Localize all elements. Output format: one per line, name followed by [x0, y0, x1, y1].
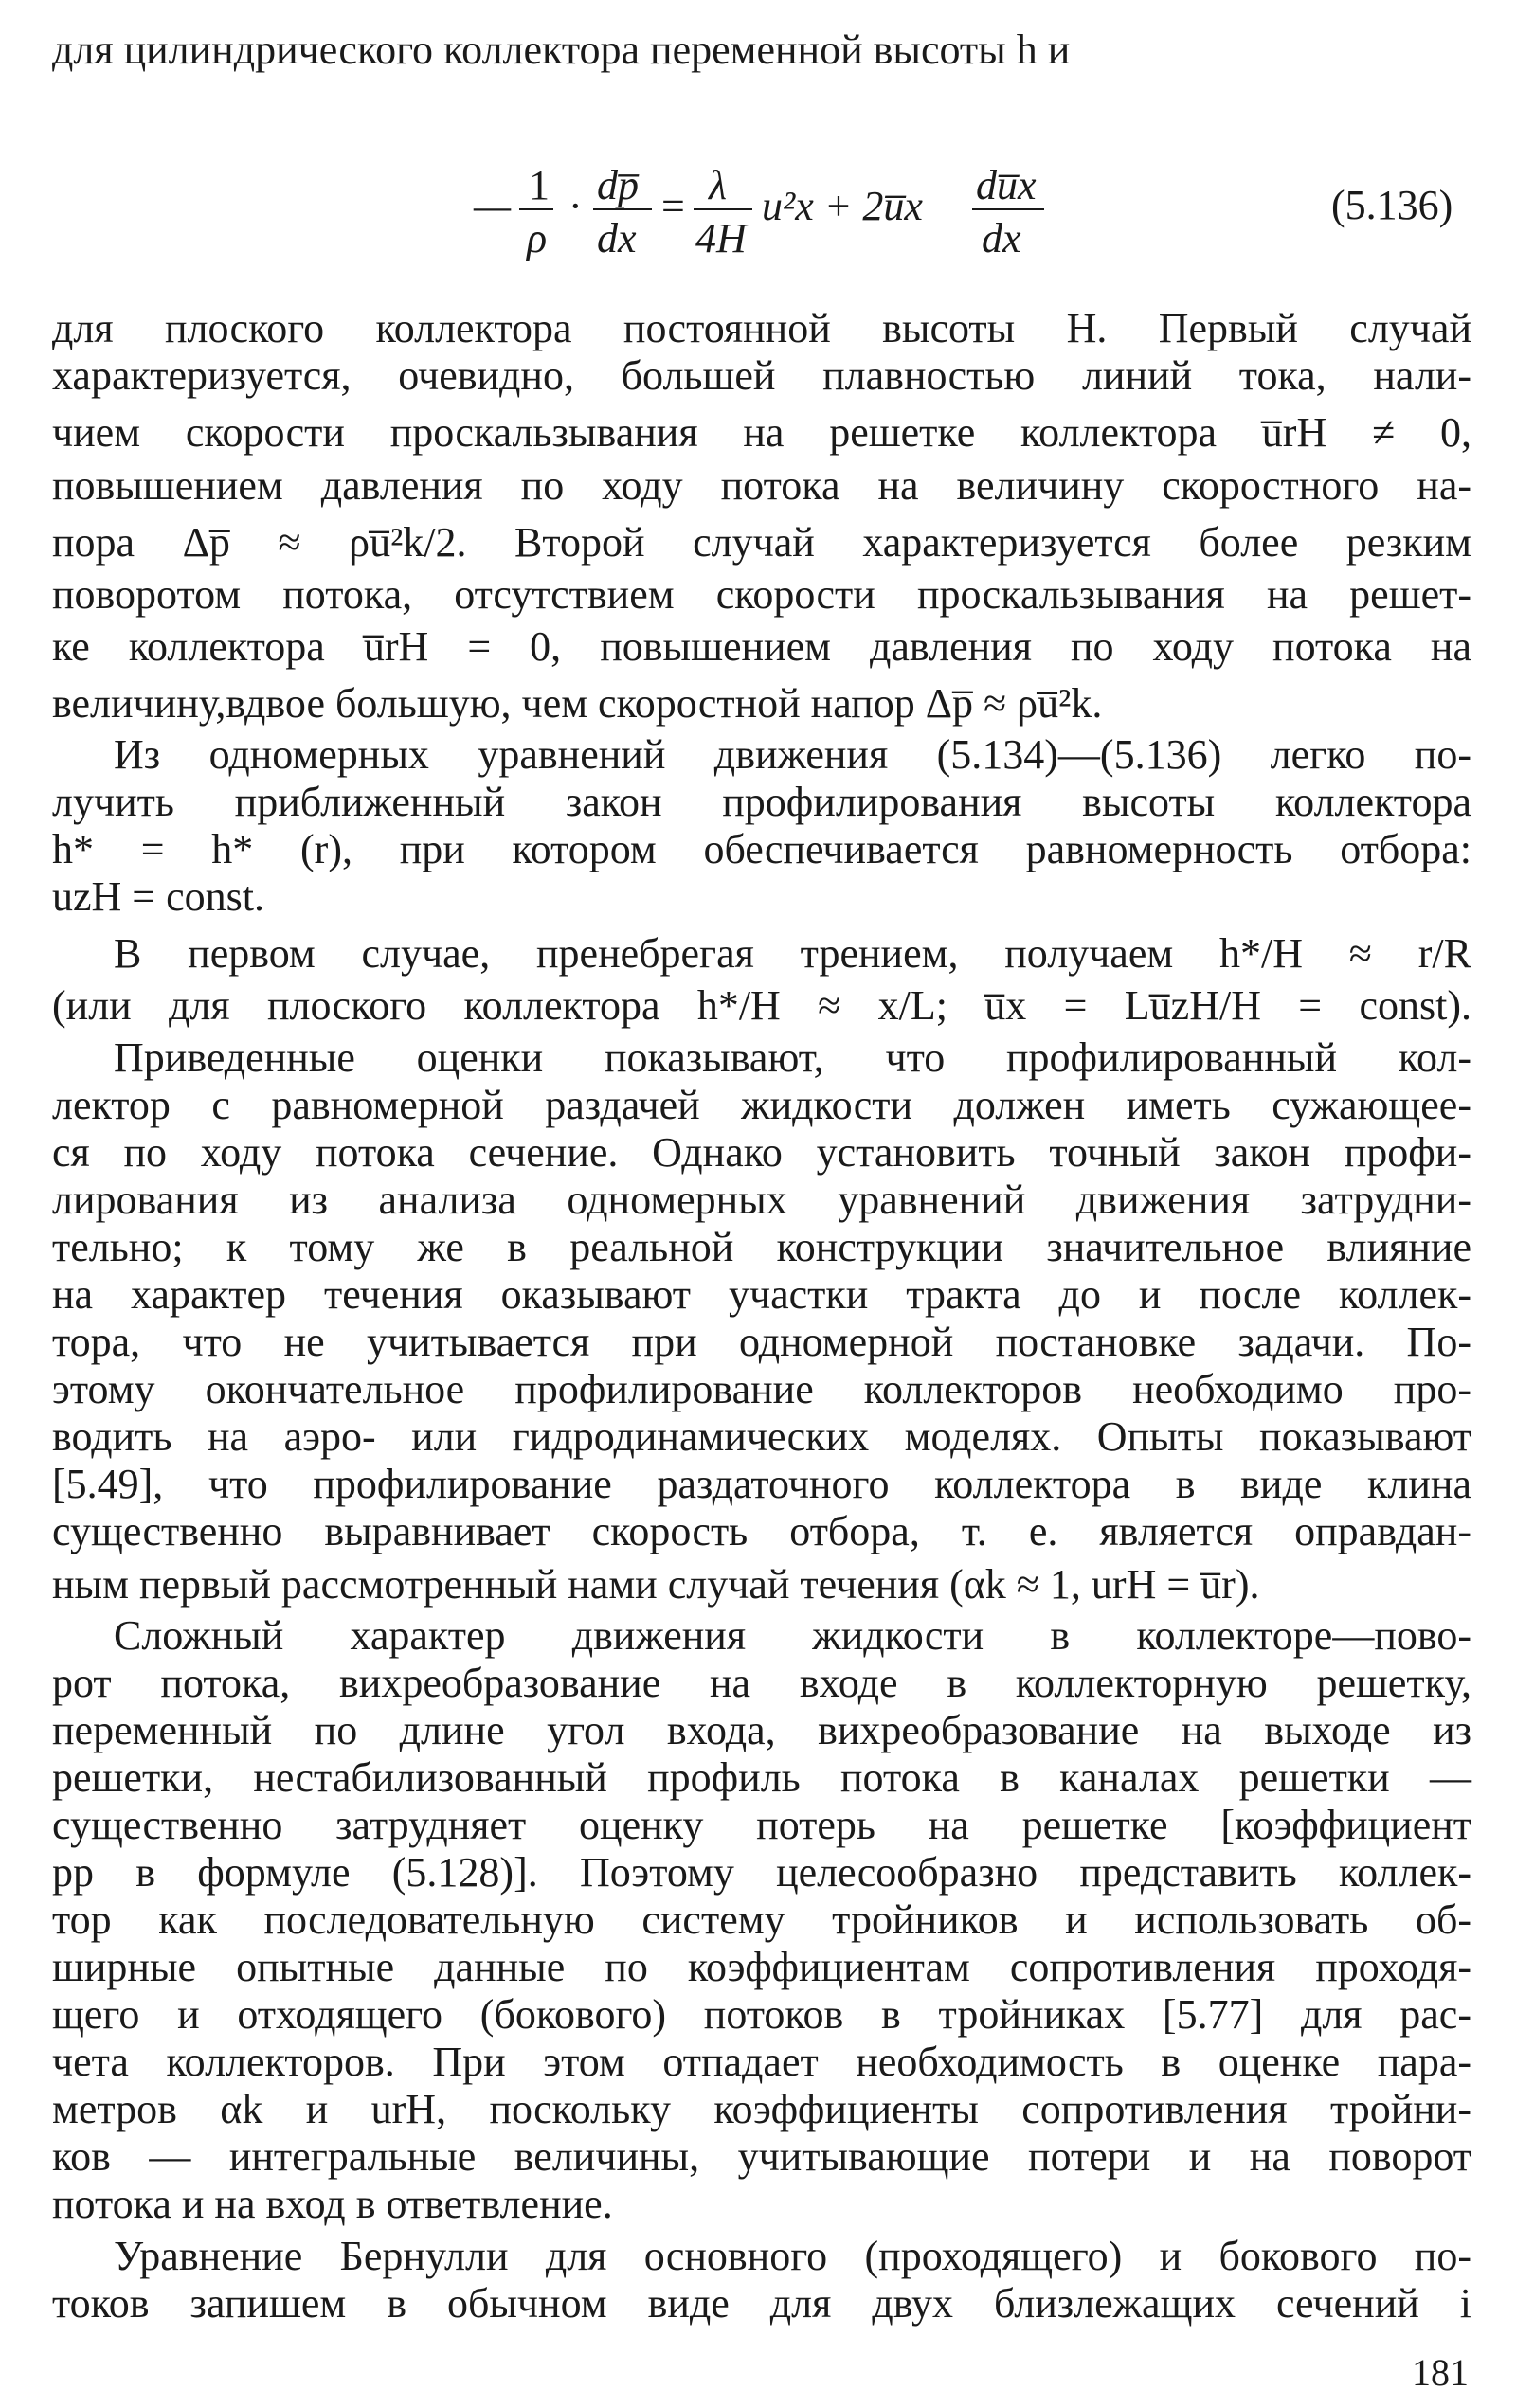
text-line: поворотом потока, отсутствием скорости проскальзывания на решет- — [52, 571, 1471, 618]
text-line: ным первый рассмотренный нами случай течения (αk ≈ 1, urH = u̅r). — [52, 1561, 1260, 1608]
text-line: метров αk и urH, поскольку коэффициенты сопротивления тройни- — [52, 2086, 1471, 2132]
fraction-bar-1 — [519, 208, 553, 210]
text-line: решетки, нестабилизованный профиль потока в каналах решетки — — [52, 1754, 1471, 1801]
text-line: тора, что не учитывается при одномерной постановке задачи. По- — [52, 1319, 1471, 1365]
text-line: пора Δp̅ ≈ ρu̅²k/2. Второй случай характеризуется более резким — [52, 519, 1471, 566]
text-line: повышением давления по ходу потока на величину скоростного на- — [52, 462, 1471, 509]
text-line: переменный по длине угол входа, вихреобразование на выходе из — [52, 1707, 1471, 1753]
equation-number: (5.136) — [1331, 182, 1453, 228]
formula-dot: · — [568, 183, 583, 229]
text-line: водить на аэро- или гидродинамических моделях. Опыты показывают — [52, 1413, 1471, 1460]
text-line: характеризуется, очевидно, большей плавностью линий тока, нали- — [52, 352, 1471, 399]
text-line: лучить приближенный закон профилирования высоты коллектора — [52, 779, 1471, 825]
text-line: ке коллектора u̅rH = 0, повышением давления по ходу потока на — [52, 623, 1471, 670]
text-line: ширные опытные данные по коэффициентам сопротивления проходя- — [52, 1944, 1471, 1990]
formula-f4-num: du̅x — [976, 162, 1037, 208]
text-line: чета коллекторов. При этом отпадает необходимость в оценке пара- — [52, 2039, 1471, 2085]
text-line: pр в формуле (5.128)]. Поэтому целесообразно представить коллек- — [52, 1849, 1471, 1896]
formula-f4-den: dx — [982, 215, 1021, 261]
text-line: для плоского коллектора постоянной высоты H. Первый случай — [52, 305, 1471, 351]
text-line: существенно затрудняет оценку потерь на решетке [коэффициент — [52, 1802, 1471, 1848]
formula-f1-den: ρ — [527, 215, 548, 261]
text-line: Сложный характер движения жидкости в коллекторе—пово- — [114, 1612, 1471, 1659]
text-line: чием скорости проскальзывания на решетке коллектора u̅rH ≠ 0, — [52, 409, 1471, 456]
text-line: Уравнение Бернулли для основного (проходящего) и бокового по- — [114, 2233, 1471, 2279]
formula-equals: = — [661, 183, 685, 229]
text-line: (или для плоского коллектора h*/H ≈ x/L; u̅x = Lu̅zH/H = const). — [52, 982, 1471, 1029]
formula-f1-num: 1 — [529, 162, 550, 208]
formula-term1: u²x + 2u̅x — [762, 183, 923, 229]
formula-minus: — — [474, 183, 512, 229]
text-line: на характер течения оказывают участки тракта до и после коллек- — [52, 1271, 1471, 1318]
page-number: 181 — [1412, 2351, 1469, 2394]
text-line: токов запишем в обычном виде для двух близлежащих сечений i — [52, 2280, 1471, 2327]
text-line: ков — интегральные величины, учитывающие потери и на поворот — [52, 2133, 1471, 2180]
text-line: uzH = const. — [52, 873, 264, 920]
text-line: тельно; к тому же в реальной конструкции значительное влияние — [52, 1224, 1471, 1270]
text-line: рот потока, вихреобразование на входе в коллекторную решетку, — [52, 1660, 1471, 1706]
text-line: потока и на вход в ответвление. — [52, 2181, 613, 2227]
text-line: В первом случае, пренебрегая трением, получаем h*/H ≈ r/R — [114, 930, 1471, 977]
text-line: лирования из анализа одномерных уравнений движения затрудни- — [52, 1177, 1471, 1223]
text-line: лектор с равномерной раздачей жидкости должен иметь сужающее- — [52, 1082, 1471, 1128]
text-line: существенно выравнивает скорость отбора, т. е. является оправдан- — [52, 1508, 1471, 1554]
text-line: h* = h* (r), при котором обеспечивается равномерность отбора: — [52, 826, 1471, 872]
text-line: [5.49], что профилирование раздаточного коллектора в виде клина — [52, 1461, 1471, 1507]
formula-f2-den: dx — [597, 215, 637, 261]
formula-f2-num: dp̅ — [597, 162, 639, 208]
formula-f3-den: 4H — [695, 215, 747, 261]
text-line: щего и отходящего (бокового) потоков в тройниках [5.77] для рас- — [52, 1991, 1471, 2038]
text-line: ся по ходу потока сечение. Однако установить точный закон профи- — [52, 1129, 1471, 1176]
text-line: тор как последовательную систему тройников и использовать об- — [52, 1896, 1471, 1943]
text-line: для цилиндрического коллектора переменной высоты h и — [52, 27, 1071, 73]
text-line: Приведенные оценки показывают, что профилированный кол- — [114, 1034, 1471, 1081]
fraction-bar-2 — [593, 208, 652, 210]
text-line: величину,вдвое большую, чем скоростной напор Δp̅ ≈ ρu̅²k. — [52, 680, 1103, 727]
fraction-bar-3 — [694, 208, 752, 210]
text-line: Из одномерных уравнений движения (5.134)—(5.136) легко по- — [114, 731, 1471, 778]
fraction-bar-4 — [972, 208, 1044, 210]
text-line: этому окончательное профилирование коллекторов необходимо про- — [52, 1366, 1471, 1412]
equation-5-136 — [474, 161, 1042, 265]
formula-f3-num: λ — [709, 162, 728, 208]
